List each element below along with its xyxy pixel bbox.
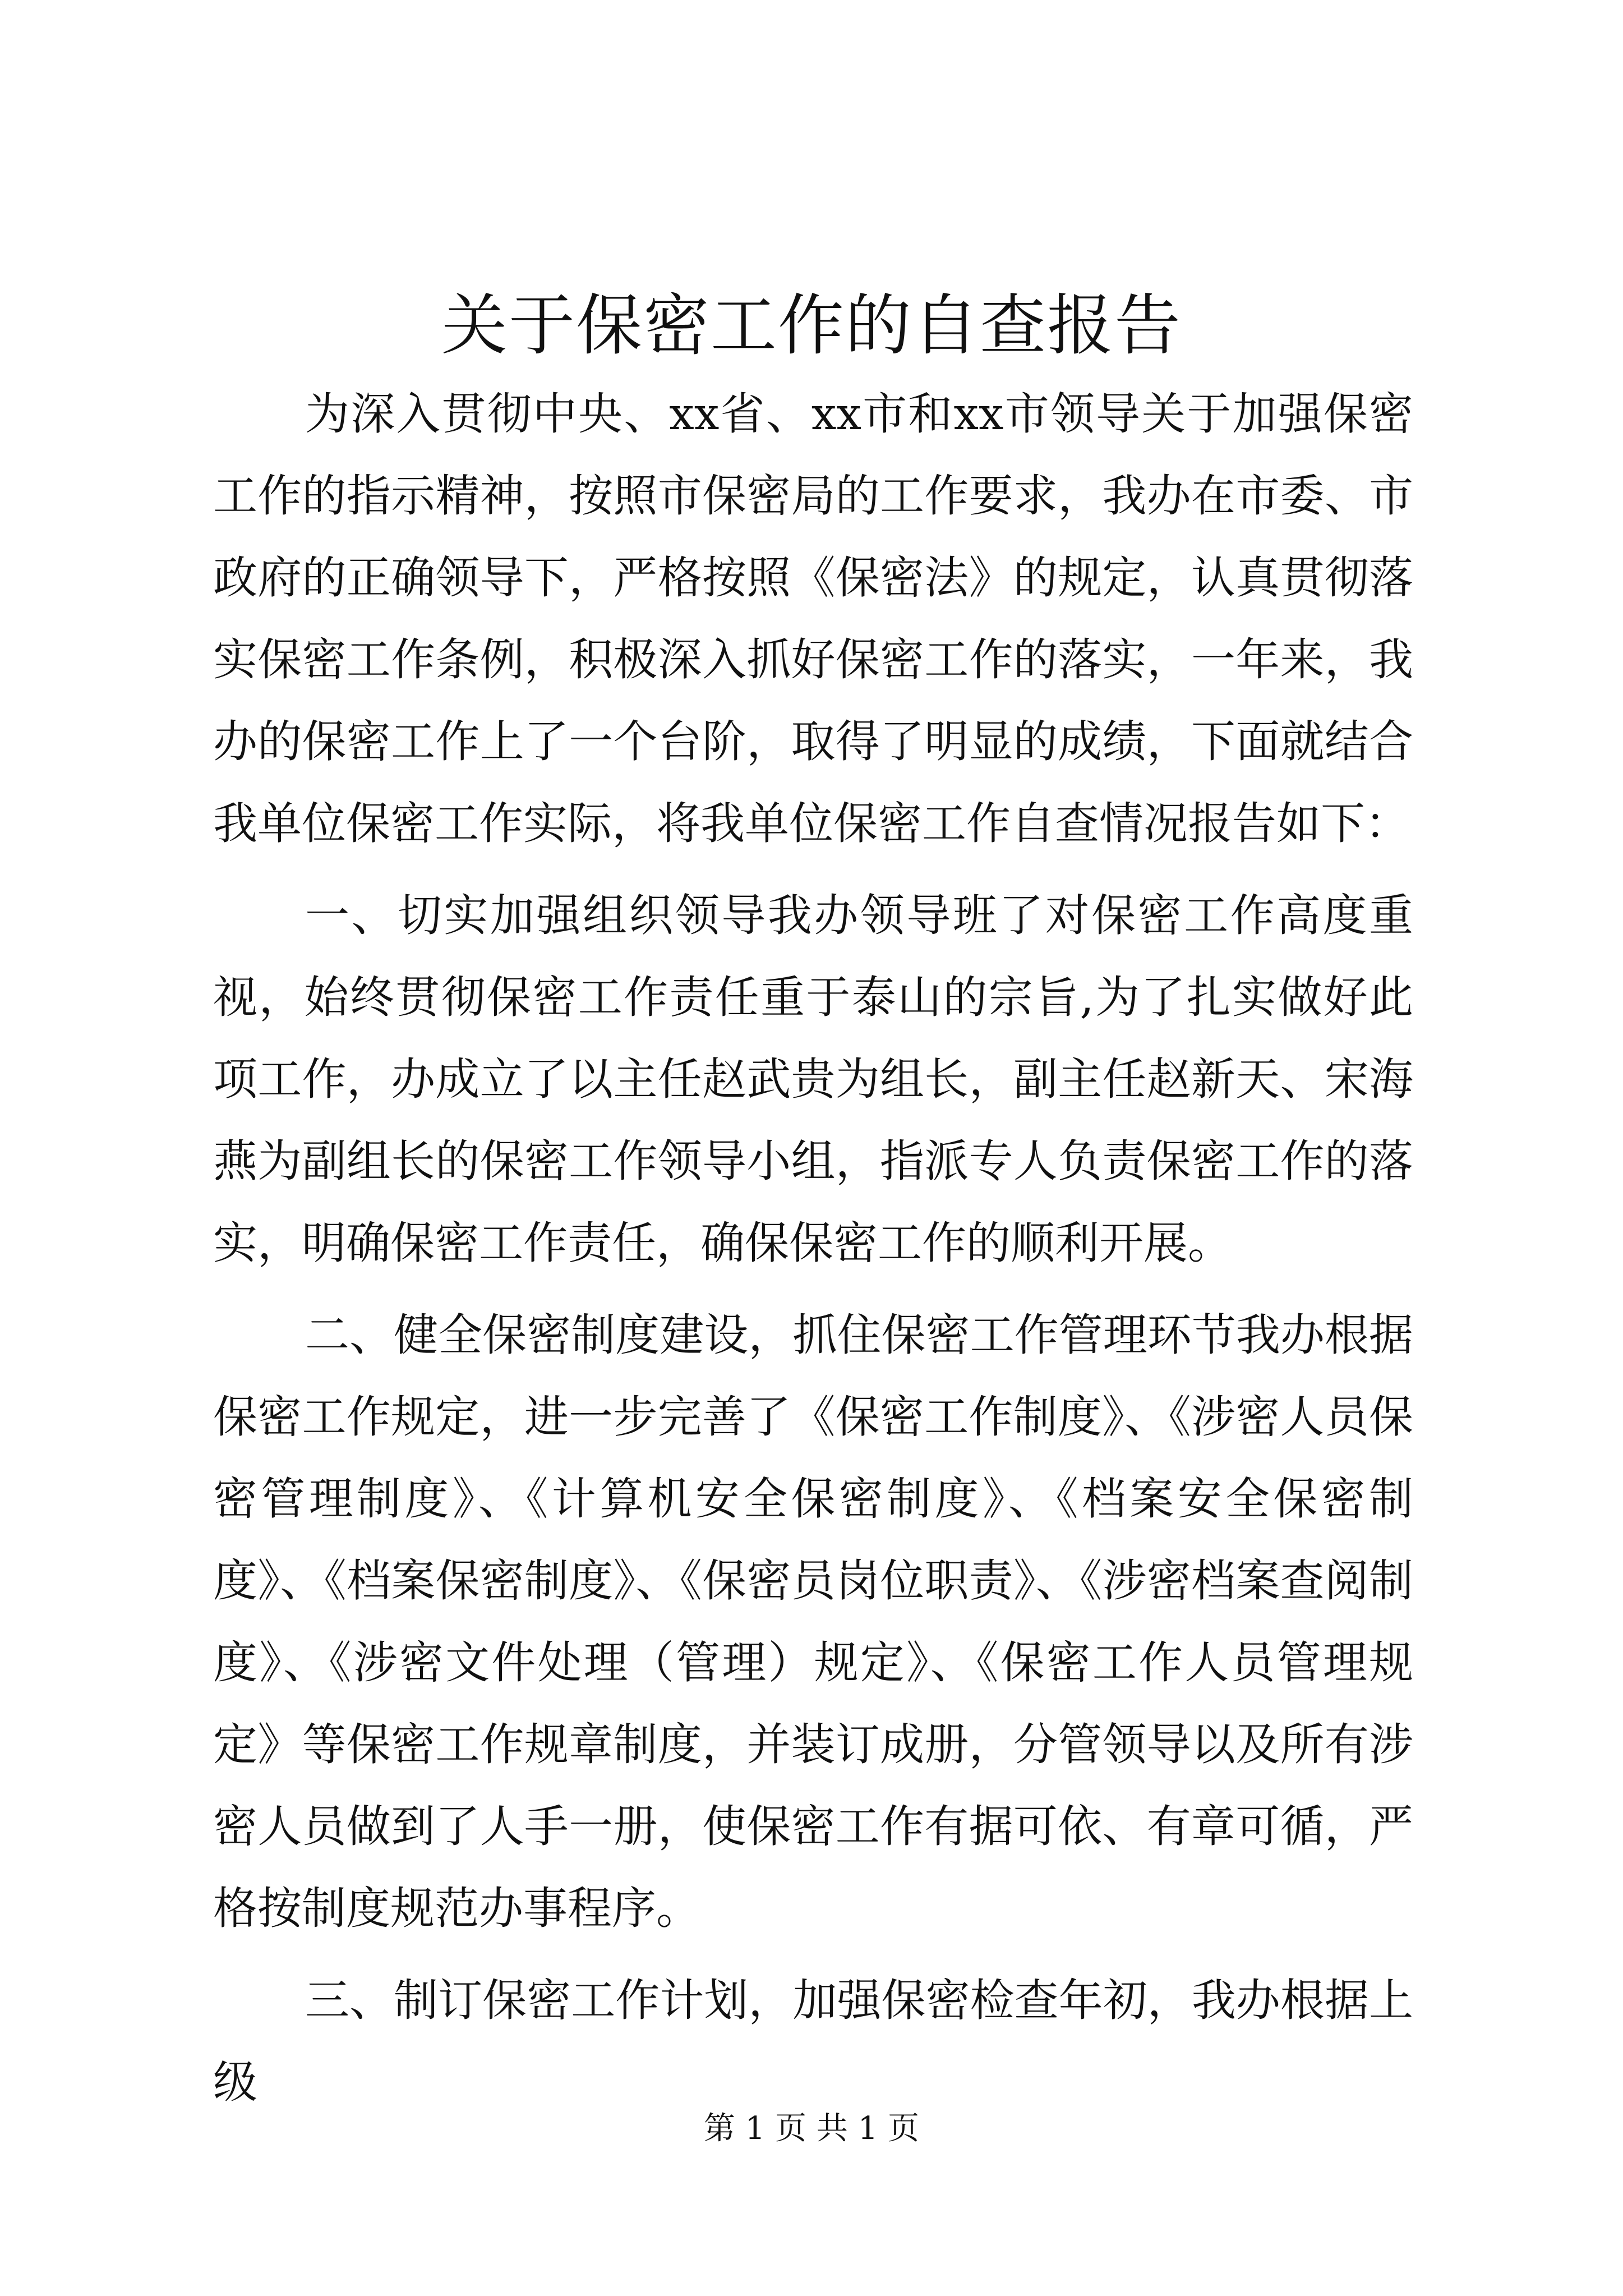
paragraph-section-1: 一、切实加强组织领导我办领导班了对保密工作高度重视，始终贯彻保密工作责任重于泰山的宗旨,为了扎实做好此项工作，办成立了以主任赵武贵为组长，副主任赵新天、宋海燕为副组长的保密工作领导小组，指派专人负责保密工作的落实，明确保密工作责任，确保保密工作的顺利开展。 xyxy=(213,890,1413,1269)
paragraph-intro: 为深入贯彻中央、xx省、xx市和xx市领导关于加强保密工作的指示精神，按照市保密局的工作要求，我办在市委、市政府的正确领导下，严格按照《保密法》的规定，认真贯彻落实保密工作条例，积极深入抓好保密工作的落实，一年来，我办的保密工作上了一个台阶，取得了明显的成绩，下面就结合我单位保密工作实际，将我单位保密工作自查情况报告如下： xyxy=(213,388,1413,849)
document-title: 关于保密工作的自查报告 xyxy=(441,287,1182,364)
page-number-footer: 第 1 页 共 1 页 xyxy=(703,2110,920,2147)
document-body xyxy=(213,373,1413,2133)
paragraph-section-3: 三、制订保密工作计划，加强保密检查年初，我办根据上级 xyxy=(213,1975,1413,2108)
paragraph-section-2: 二、健全保密制度建设，抓住保密工作管理环节我办根据保密工作规定，进一步完善了《保密工作制度》、《涉密人员保密管理制度》、《计算机安全保密制度》、《档案安全保密制度》、《档案保密制度》、《保密员岗位职责》、《涉密档案查阅制度》、《涉密文件处理（管理）规定》、《保密工作人员管理规定》等保密工作规章制度，并装订成册，分管领导以及所有涉密人员做到了人手一册，使保密工作有据可依、有章可循，严格按制度规范办事程序。 xyxy=(213,1309,1413,1934)
